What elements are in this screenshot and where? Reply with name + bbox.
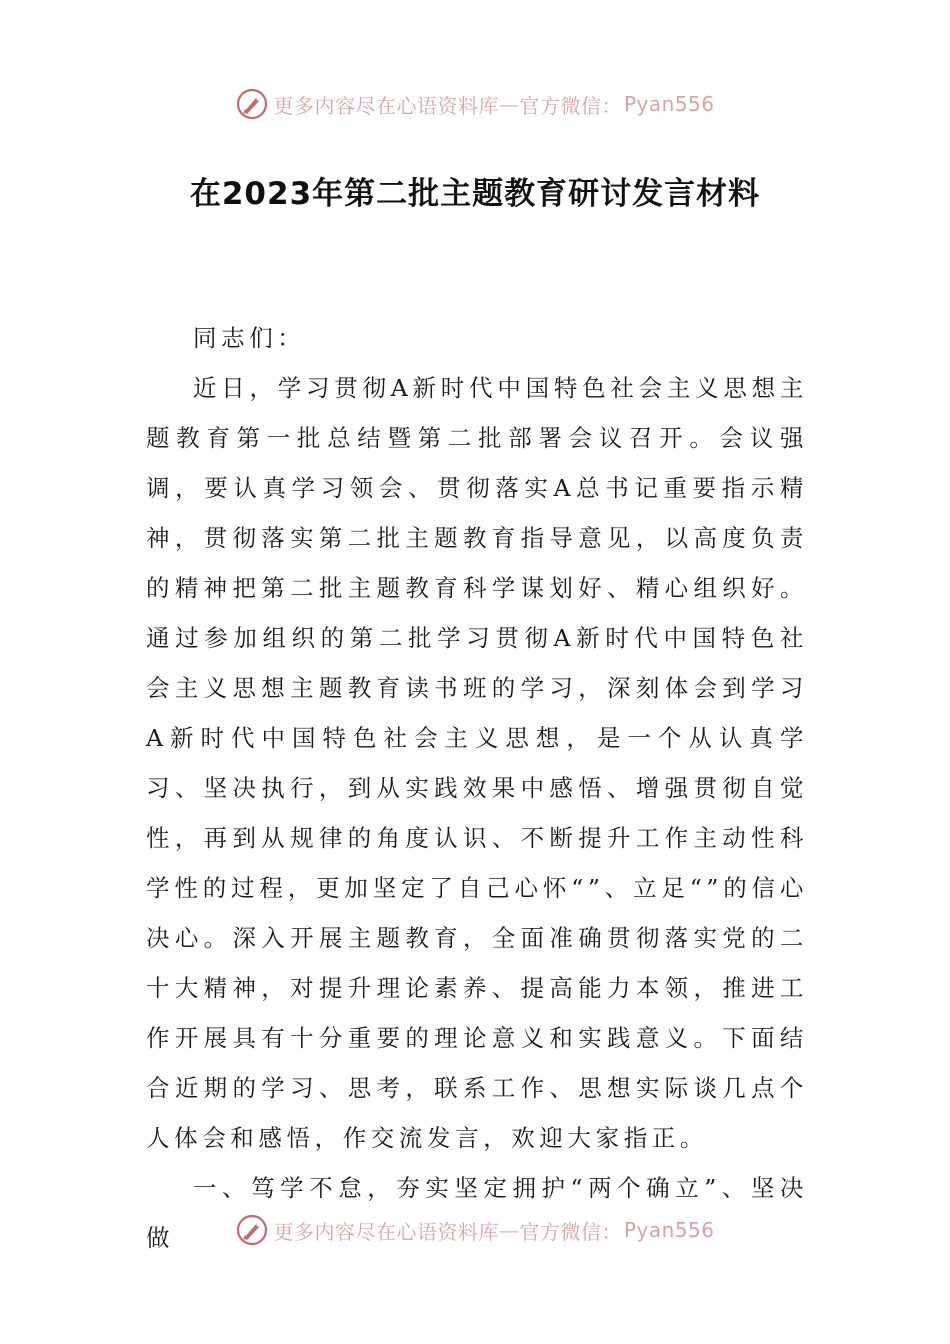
pen-nib-logo-icon <box>235 87 269 121</box>
section-heading-1: 一、笃学不怠，夯实坚定拥护“两个确立”、坚决做 <box>146 1174 808 1252</box>
watermark-contact-id: Pyan556 <box>623 1218 715 1242</box>
watermark-contact-id: Pyan556 <box>623 92 715 116</box>
watermark-separator: — <box>498 1218 520 1242</box>
watermark-header <box>0 84 950 124</box>
watermark-footer <box>0 1210 950 1250</box>
document-body <box>146 313 808 1263</box>
watermark-separator: — <box>498 92 520 116</box>
pen-nib-logo-icon <box>235 1213 269 1247</box>
watermark-text: 更多内容尽在心语资料库 <box>273 93 499 118</box>
watermark-contact-label: 官方微信： <box>519 93 622 118</box>
watermark-text: 更多内容尽在心语资料库 <box>273 1219 499 1244</box>
salutation: 同志们： <box>193 324 306 352</box>
watermark-contact-label: 官方微信： <box>519 1219 622 1244</box>
paragraph-intro: 近日，学习贯彻A新时代中国特色社会主义思想主题教育第一批总结暨第二批部署会议召开。会议强调，要认真学习领会、贯彻落实A总书记重要指示精神，贯彻落实第二批主题教育指导意见，以高度负责的精神把第二批主题教育科学谋划好、精心组织好。通过参加组织的第二批学习贯彻A新时代中国特色社会主义思想主题教育读书班的学习，深刻体会到学习A新时代中国特色社会主义思想，是一个从认真学习、坚决执行，到从实践效果中感悟、增强贯彻自觉性，再到从规律的角度认识、不断提升工作主动性科学性的过程，更加坚定了自己心怀“”、立足“”的信心决心。深入开展主题教育，全面准确贯彻落实党的二十大精神，对提升理论素养、提高能力本领，推进工作开展具有十分重要的理论意义和实践意义。下面结合近期的学习、思考，联系工作、思想实际谈几点个人体会和感悟，作交流发言，欢迎大家指正。 <box>146 374 808 1152</box>
document-title: 在2023年第二批主题教育研讨发言材料 <box>189 176 761 212</box>
